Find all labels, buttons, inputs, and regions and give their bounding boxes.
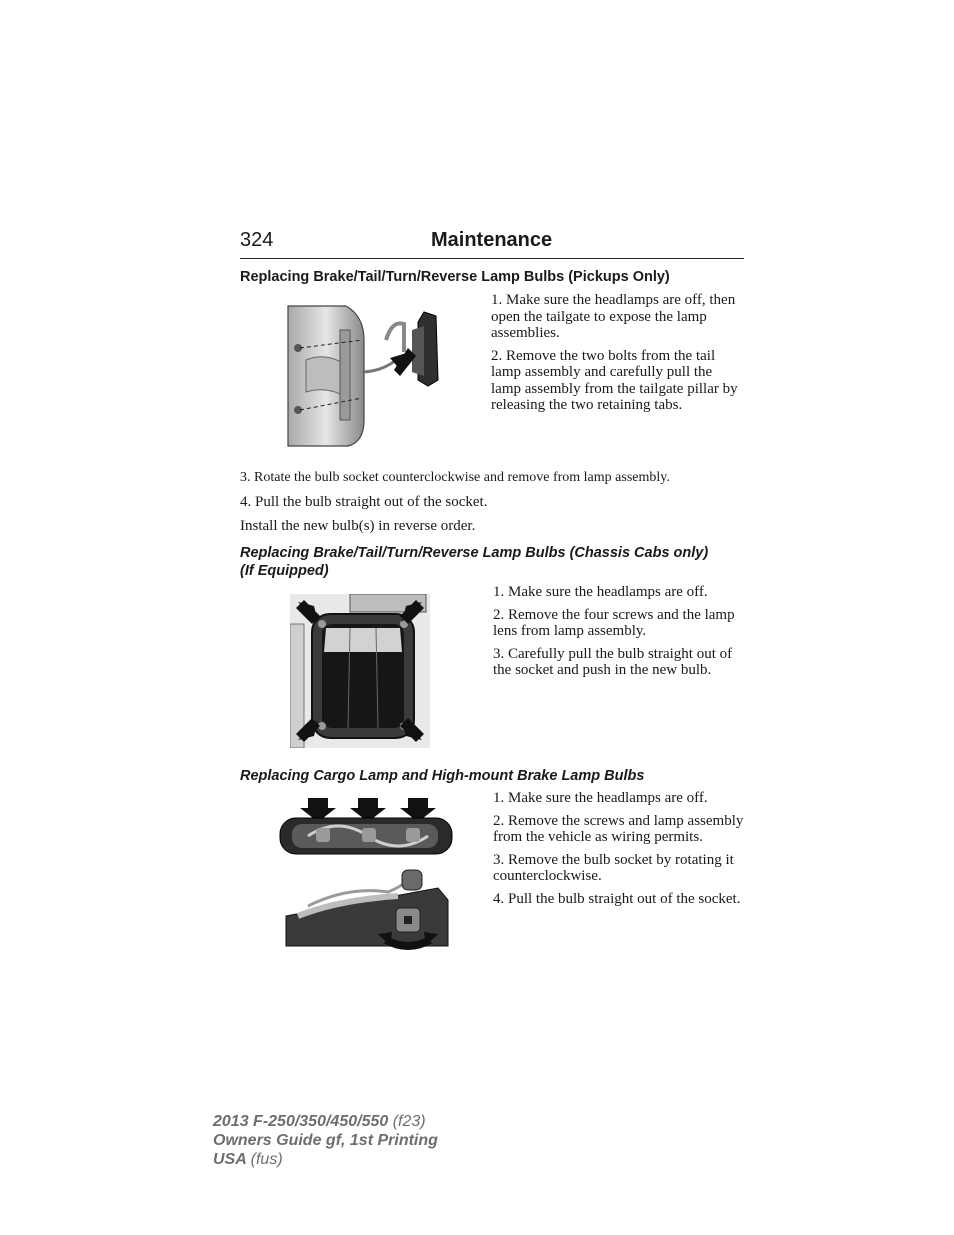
section1-heading: Replacing Brake/Tail/Turn/Reverse Lamp Bulbs (Pickups Only) — [240, 269, 670, 285]
footer — [213, 1112, 438, 1169]
section2-step-3: 3. Carefully pull the bulb straight out of the socket and push in the new bulb. — [493, 645, 733, 678]
section3-steps — [493, 790, 745, 913]
section1-step-2: 2. Remove the two bolts from the tail lamp assembly and carefully pull the lamp assembly from the tailgate pillar by releasing the two retaining tabs. — [491, 347, 738, 413]
section3-step-1: 1. Make sure the headlamps are off. — [493, 790, 708, 806]
footer-guide: Owners Guide gf, 1st Printing — [213, 1132, 438, 1149]
section1-step-4: 4. Pull the bulb straight out of the socket. — [240, 494, 488, 510]
footer-model: 2013 F-250/350/450/550 — [213, 1113, 389, 1130]
install-note: Install the new bulb(s) in reverse order. — [240, 518, 476, 534]
section3-step-2: 2. Remove the screws and lamp assembly from the vehicle as wiring permits. — [493, 812, 744, 845]
chassis-lamp-illustration — [290, 594, 430, 748]
section3-heading: Replacing Cargo Lamp and High-mount Brake Lamp Bulbs — [240, 768, 645, 784]
footer-model-code: (f23) — [392, 1113, 426, 1130]
page-number: 324 — [240, 229, 274, 251]
section2-heading — [240, 544, 750, 580]
section1-step-3: 3. Rotate the bulb socket counterclockwise and remove from lamp assembly. — [240, 470, 670, 485]
tail-lamp-illustration — [286, 300, 446, 448]
footer-market-code: (fus) — [250, 1151, 283, 1168]
header-rule — [240, 258, 744, 259]
section2-step-1: 1. Make sure the headlamps are off. — [493, 584, 708, 600]
page-title: Maintenance — [431, 229, 553, 251]
section1-steps — [491, 292, 745, 420]
section3-step-3: 3. Remove the bulb socket by rotating it counterclockwise. — [493, 851, 734, 884]
section1-step-1: 1. Make sure the headlamps are off, then open the tailgate to expose the lamp assemblies. — [491, 292, 736, 341]
cargo-lamp-illustration — [278, 796, 454, 952]
section2-steps — [493, 584, 745, 685]
section2-heading-line1: Replacing Brake/Tail/Turn/Reverse Lamp Bulbs (Chassis Cabs only) — [240, 545, 709, 561]
section2-heading-line2: (If Equipped) — [240, 563, 329, 579]
section2-step-2: 2. Remove the four screws and the lamp lens from lamp assembly. — [493, 606, 735, 639]
footer-market: USA — [213, 1151, 247, 1168]
section3-step-4: 4. Pull the bulb straight out of the socket. — [493, 890, 741, 907]
